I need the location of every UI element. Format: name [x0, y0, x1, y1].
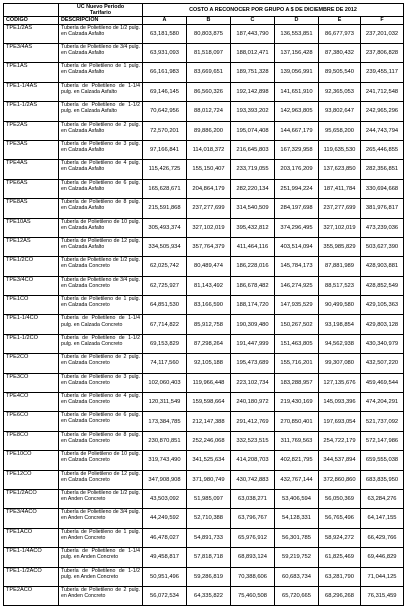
row-cost-group-f: 521,737,092 — [361, 412, 404, 431]
table-row — [4, 179, 404, 198]
row-cost-group-c: 332,523,515 — [231, 431, 275, 450]
row-cost-group-f: 428,903,881 — [361, 257, 404, 276]
row-cost-group-f: 237,806,828 — [361, 44, 404, 63]
row-cost-group-f: 282,356,851 — [361, 160, 404, 179]
table-row — [4, 237, 404, 256]
row-cost-group-f: 381,976,817 — [361, 199, 404, 218]
row-cost-group-a: 230,870,851 — [143, 431, 187, 450]
row-cost-group-c: 411,464,116 — [231, 237, 275, 256]
row-description: Tubería de Polietileno de 1/2 pulg. en Anden Concreto — [59, 489, 143, 508]
row-cost-group-b: 204,864,179 — [187, 179, 231, 198]
row-cost-group-f: 69,446,829 — [361, 548, 404, 567]
row-cost-group-a: 69,146,145 — [143, 82, 187, 101]
row-cost-group-d: 284,197,698 — [275, 199, 319, 218]
table-row — [4, 257, 404, 276]
row-code: TPE6AS — [4, 179, 59, 198]
row-cost-group-a: 72,570,201 — [143, 121, 187, 140]
row-cost-group-b: 86,560,326 — [187, 82, 231, 101]
row-cost-group-e: 94,562,938 — [319, 334, 361, 353]
row-cost-group-e: 89,505,540 — [319, 63, 361, 82]
table-row — [4, 121, 404, 140]
table-row — [4, 140, 404, 159]
header-group-e: E — [319, 17, 361, 24]
row-cost-group-e: 95,658,200 — [319, 121, 361, 140]
table-row — [4, 82, 404, 101]
row-cost-group-a: 74,117,560 — [143, 354, 187, 373]
row-cost-group-e: 56,050,369 — [319, 489, 361, 508]
row-cost-group-a: 102,060,403 — [143, 373, 187, 392]
row-description: Tubería de Polietileno de 3/4 pulg. en Calzada Concreto — [59, 276, 143, 295]
row-cost-group-b: 51,985,097 — [187, 489, 231, 508]
header-code-top — [4, 4, 59, 17]
row-cost-group-b: 59,286,819 — [187, 567, 231, 586]
row-description: Tubería de Polietileno de 1-1/2 pulg. en Calzada Concreto — [59, 334, 143, 353]
table-row — [4, 160, 404, 179]
row-cost-group-e: 372,860,860 — [319, 470, 361, 489]
row-cost-group-b: 88,012,724 — [187, 102, 231, 121]
row-cost-group-e: 327,102,019 — [319, 218, 361, 237]
row-code: TPE1-1/2ACO — [4, 567, 59, 586]
row-cost-group-f: 63,284,276 — [361, 489, 404, 508]
row-cost-group-d: 167,329,958 — [275, 140, 319, 159]
row-code: TPE2AS — [4, 121, 59, 140]
row-cost-group-d: 219,430,169 — [275, 393, 319, 412]
header-group-a: A — [143, 17, 187, 24]
table-row — [4, 431, 404, 450]
row-cost-group-c: 216,645,803 — [231, 140, 275, 159]
row-cost-group-c: 193,393,202 — [231, 102, 275, 121]
row-cost-group-a: 334,505,934 — [143, 237, 187, 256]
tariff-cost-table — [3, 3, 404, 606]
table-row — [4, 44, 404, 63]
row-cost-group-e: 86,677,973 — [319, 24, 361, 43]
row-cost-group-c: 187,443,790 — [231, 24, 275, 43]
table-row — [4, 218, 404, 237]
table-row — [4, 102, 404, 121]
row-cost-group-e: 87,380,432 — [319, 44, 361, 63]
row-code: TPE3/4ACO — [4, 509, 59, 528]
row-cost-group-a: 69,153,829 — [143, 334, 187, 353]
row-cost-group-f: 473,239,036 — [361, 218, 404, 237]
row-cost-group-e: 99,307,080 — [319, 354, 361, 373]
row-cost-group-e: 68,296,268 — [319, 586, 361, 605]
row-cost-group-c: 192,142,898 — [231, 82, 275, 101]
row-cost-group-c: 195,473,689 — [231, 354, 275, 373]
row-code: TPE1/2ACO — [4, 489, 59, 508]
row-cost-group-a: 215,591,868 — [143, 199, 187, 218]
row-cost-group-c: 70,388,606 — [231, 567, 275, 586]
row-code: TPE1ACO — [4, 528, 59, 547]
row-code: TPE1-1/2AS — [4, 102, 59, 121]
row-description: Tubería de Polietileno de 1-1/4 pulg. en Anden Concreto — [59, 548, 143, 567]
row-cost-group-e: 137,623,850 — [319, 160, 361, 179]
row-cost-group-f: 66,429,766 — [361, 528, 404, 547]
row-cost-group-e: 58,924,272 — [319, 528, 361, 547]
table-row — [4, 199, 404, 218]
row-cost-group-d: 53,406,594 — [275, 489, 319, 508]
header-group-d: D — [275, 17, 319, 24]
row-cost-group-f: 429,803,128 — [361, 315, 404, 334]
row-description: Tubería de Polietileno de 8 pulg. en Calzada Asfalto — [59, 199, 143, 218]
row-description: Tubería de Polietileno de 10 pulg. en Calzada Asfalto — [59, 218, 143, 237]
table-row — [4, 528, 404, 547]
header-row-top — [4, 4, 404, 17]
row-description: Tubería de Polietileno de 1-1/4 pulg. en Calzada Concreto — [59, 315, 143, 334]
row-description: Tubería de Polietileno de 1/2 pulg. en Calzada Concreto — [59, 257, 143, 276]
row-cost-group-f: 241,712,548 — [361, 82, 404, 101]
row-cost-group-b: 54,891,733 — [187, 528, 231, 547]
row-cost-group-e: 119,635,530 — [319, 140, 361, 159]
row-cost-group-c: 186,228,016 — [231, 257, 275, 276]
table-row — [4, 489, 404, 508]
row-cost-group-f: 76,315,459 — [361, 586, 404, 605]
row-cost-group-d: 147,935,529 — [275, 296, 319, 315]
header-group-b: B — [187, 17, 231, 24]
row-description: Tubería de Polietileno de 1-1/4 pulg. en Calzada Asfalto — [59, 82, 143, 101]
row-cost-group-a: 319,743,490 — [143, 451, 187, 470]
row-code: TPE3/4CO — [4, 276, 59, 295]
row-cost-group-b: 341,525,634 — [187, 451, 231, 470]
row-cost-group-b: 119,966,448 — [187, 373, 231, 392]
row-code: TPE1CO — [4, 296, 59, 315]
row-cost-group-d: 402,821,795 — [275, 451, 319, 470]
row-cost-group-f: 237,201,032 — [361, 24, 404, 43]
row-cost-group-b: 371,980,749 — [187, 470, 231, 489]
row-description: Tubería de Polietileno de 2 pulg. en Calzada Asfalto — [59, 121, 143, 140]
table-row — [4, 354, 404, 373]
row-cost-group-d: 56,301,785 — [275, 528, 319, 547]
row-cost-group-a: 50,951,496 — [143, 567, 187, 586]
row-cost-group-c: 223,102,734 — [231, 373, 275, 392]
row-description: Tubería de Polietileno de 1 pulg. en Anden Concreto — [59, 528, 143, 547]
row-code: TPE2ACO — [4, 586, 59, 605]
row-cost-group-a: 70,642,956 — [143, 102, 187, 121]
row-cost-group-b: 159,598,664 — [187, 393, 231, 412]
row-cost-group-b: 89,886,200 — [187, 121, 231, 140]
table-row — [4, 586, 404, 605]
row-cost-group-d: 155,716,201 — [275, 354, 319, 373]
row-cost-group-e: 63,281,790 — [319, 567, 361, 586]
row-cost-group-d: 59,219,752 — [275, 548, 319, 567]
header-group-title: COSTO A RECONOCER POR GRUPO A $ DE DICIEMBRE DE 2012 — [143, 4, 404, 17]
row-cost-group-e: 355,985,829 — [319, 237, 361, 256]
row-cost-group-c: 68,893,124 — [231, 548, 275, 567]
table-row — [4, 296, 404, 315]
row-cost-group-c: 282,220,134 — [231, 179, 275, 198]
table-row — [4, 24, 404, 43]
row-description: Tubería de Polietileno de 4 pulg. en Calzada Asfalto — [59, 160, 143, 179]
row-cost-group-b: 85,912,758 — [187, 315, 231, 334]
row-cost-group-c: 189,751,328 — [231, 63, 275, 82]
row-cost-group-f: 474,204,291 — [361, 393, 404, 412]
row-cost-group-e: 61,825,469 — [319, 548, 361, 567]
header-desc-top — [59, 4, 143, 17]
row-cost-group-d: 142,963,805 — [275, 102, 319, 121]
row-cost-group-d: 270,850,401 — [275, 412, 319, 431]
header-group-f: F — [361, 17, 404, 24]
row-code: TPE3AS — [4, 140, 59, 159]
row-cost-group-b: 237,277,699 — [187, 199, 231, 218]
row-cost-group-c: 191,447,999 — [231, 334, 275, 353]
row-cost-group-e: 197,693,054 — [319, 412, 361, 431]
row-code: TPE3/4AS — [4, 44, 59, 63]
row-cost-group-c: 63,038,271 — [231, 489, 275, 508]
row-cost-group-d: 136,553,851 — [275, 24, 319, 43]
row-cost-group-d: 144,667,179 — [275, 121, 319, 140]
row-cost-group-b: 87,298,264 — [187, 334, 231, 353]
row-description: Tubería de Polietileno de 6 pulg. en Calzada Concreto — [59, 412, 143, 431]
table-row — [4, 373, 404, 392]
row-code: TPE1-1/4CO — [4, 315, 59, 334]
row-cost-group-d: 60,683,734 — [275, 567, 319, 586]
row-cost-group-a: 63,931,093 — [143, 44, 187, 63]
row-cost-group-d: 145,784,173 — [275, 257, 319, 276]
row-cost-group-c: 190,309,480 — [231, 315, 275, 334]
tariff-table-container — [3, 3, 403, 606]
row-cost-group-b: 80,489,474 — [187, 257, 231, 276]
row-description: Tubería de Polietileno de 12 pulg. en Calzada Concreto — [59, 470, 143, 489]
row-cost-group-a: 120,311,549 — [143, 393, 187, 412]
row-cost-group-a: 62,025,742 — [143, 257, 187, 276]
table-row — [4, 63, 404, 82]
row-description: Tubería de Polietileno de 1 pulg. en Calzada Concreto — [59, 296, 143, 315]
row-description: Tubería de Polietileno de 1-1/2 pulg. en Anden Concreto — [59, 567, 143, 586]
row-cost-group-e: 187,411,784 — [319, 179, 361, 198]
row-code: TPE1-1/2CO — [4, 334, 59, 353]
row-description: Tubería de Polietileno de 6 pulg. en Calzada Asfalto — [59, 179, 143, 198]
row-cost-group-a: 67,714,822 — [143, 315, 187, 334]
row-cost-group-c: 233,719,055 — [231, 160, 275, 179]
row-cost-group-a: 165,628,671 — [143, 179, 187, 198]
row-cost-group-f: 430,340,979 — [361, 334, 404, 353]
row-code: TPE6CO — [4, 412, 59, 431]
row-cost-group-c: 291,412,769 — [231, 412, 275, 431]
table-row — [4, 412, 404, 431]
row-code: TPE10AS — [4, 218, 59, 237]
row-cost-group-e: 56,765,496 — [319, 509, 361, 528]
row-cost-group-b: 114,018,372 — [187, 140, 231, 159]
row-cost-group-e: 92,365,053 — [319, 82, 361, 101]
row-cost-group-d: 151,463,805 — [275, 334, 319, 353]
row-cost-group-a: 305,493,374 — [143, 218, 187, 237]
row-cost-group-e: 88,517,523 — [319, 276, 361, 295]
row-cost-group-f: 459,469,544 — [361, 373, 404, 392]
row-cost-group-c: 395,432,812 — [231, 218, 275, 237]
row-description: Tubería de Polietileno de 10 pulg. en Calzada Concreto — [59, 451, 143, 470]
table-row — [4, 334, 404, 353]
table-row — [4, 315, 404, 334]
table-row — [4, 393, 404, 412]
header-desc: DESCRIPCIÓN — [59, 17, 143, 24]
row-cost-group-c: 314,540,509 — [231, 199, 275, 218]
row-cost-group-e: 145,093,396 — [319, 393, 361, 412]
row-cost-group-d: 251,994,224 — [275, 179, 319, 198]
row-code: TPE4AS — [4, 160, 59, 179]
row-cost-group-b: 327,102,019 — [187, 218, 231, 237]
row-cost-group-e: 344,537,894 — [319, 451, 361, 470]
row-cost-group-d: 150,267,502 — [275, 315, 319, 334]
row-cost-group-b: 155,150,407 — [187, 160, 231, 179]
header-desc-line1: UC Nuevo Periodo — [76, 4, 125, 10]
row-cost-group-e: 93,802,647 — [319, 102, 361, 121]
row-description: Tubería de Polietileno de 3/4 pulg. en Anden Concreto — [59, 509, 143, 528]
row-cost-group-d: 137,156,428 — [275, 44, 319, 63]
row-cost-group-f: 683,835,950 — [361, 470, 404, 489]
row-code: TPE8AS — [4, 199, 59, 218]
table-row — [4, 567, 404, 586]
row-code: TPE2CO — [4, 354, 59, 373]
row-cost-group-b: 83,166,590 — [187, 296, 231, 315]
row-cost-group-d: 139,056,991 — [275, 63, 319, 82]
row-cost-group-f: 659,555,038 — [361, 451, 404, 470]
row-cost-group-e: 90,499,580 — [319, 296, 361, 315]
row-cost-group-f: 572,147,986 — [361, 431, 404, 450]
row-cost-group-e: 127,135,676 — [319, 373, 361, 392]
row-cost-group-d: 432,767,144 — [275, 470, 319, 489]
row-description: Tubería de Polietileno de 8 pulg. en Calzada Concreto — [59, 431, 143, 450]
table-row — [4, 451, 404, 470]
row-cost-group-f: 265,446,855 — [361, 140, 404, 159]
row-description: Tubería de Polietileno de 3/4 pulg. en Calzada Asfalto — [59, 44, 143, 63]
row-cost-group-d: 311,769,563 — [275, 431, 319, 450]
header-code: CODIGO — [4, 17, 59, 24]
row-cost-group-d: 54,128,331 — [275, 509, 319, 528]
row-cost-group-b: 83,669,651 — [187, 63, 231, 82]
row-cost-group-a: 347,908,908 — [143, 470, 187, 489]
table-row — [4, 509, 404, 528]
row-description: Tubería de Polietileno de 1 pulg. en Calzada Asfalto — [59, 63, 143, 82]
row-cost-group-c: 75,460,508 — [231, 586, 275, 605]
row-cost-group-b: 64,335,822 — [187, 586, 231, 605]
row-code: TPE10CO — [4, 451, 59, 470]
row-cost-group-d: 203,176,209 — [275, 160, 319, 179]
row-code: TPE1AS — [4, 63, 59, 82]
row-cost-group-a: 49,458,817 — [143, 548, 187, 567]
table-body — [4, 24, 404, 606]
row-cost-group-f: 71,044,125 — [361, 567, 404, 586]
row-description: Tubería de Polietileno de 2 pulg. en Anden Concreto — [59, 586, 143, 605]
row-cost-group-c: 188,174,720 — [231, 296, 275, 315]
row-description: Tubería de Polietileno de 4 pulg. en Calzada Concreto — [59, 393, 143, 412]
row-cost-group-d: 374,296,495 — [275, 218, 319, 237]
row-cost-group-f: 330,694,668 — [361, 179, 404, 198]
row-description: Tubería de Polietileno de 3 pulg. en Calzada Asfalto — [59, 140, 143, 159]
row-cost-group-f: 239,455,117 — [361, 63, 404, 82]
row-cost-group-e: 93,198,854 — [319, 315, 361, 334]
row-code: TPE3CO — [4, 373, 59, 392]
row-description: Tubería de Polietileno de 12 pulg. en Calzada Asfalto — [59, 237, 143, 256]
row-cost-group-f: 432,507,220 — [361, 354, 404, 373]
row-cost-group-b: 212,147,388 — [187, 412, 231, 431]
row-description: Tubería de Polietileno de 3 pulg. en Calzada Concreto — [59, 373, 143, 392]
table-row — [4, 276, 404, 295]
row-cost-group-a: 173,384,785 — [143, 412, 187, 431]
row-description: Tubería de Polietileno de 1/2 pulg. en Calzada Asfalto — [59, 24, 143, 43]
row-cost-group-b: 92,105,188 — [187, 354, 231, 373]
row-cost-group-b: 81,518,097 — [187, 44, 231, 63]
row-cost-group-a: 115,426,725 — [143, 160, 187, 179]
row-cost-group-f: 503,627,390 — [361, 237, 404, 256]
row-cost-group-c: 240,180,972 — [231, 393, 275, 412]
row-cost-group-b: 80,803,875 — [187, 24, 231, 43]
row-cost-group-c: 186,678,482 — [231, 276, 275, 295]
row-code: TPE1/2CO — [4, 257, 59, 276]
row-cost-group-c: 188,012,471 — [231, 44, 275, 63]
row-cost-group-d: 65,720,665 — [275, 586, 319, 605]
row-cost-group-f: 429,105,363 — [361, 296, 404, 315]
row-cost-group-c: 195,074,408 — [231, 121, 275, 140]
row-cost-group-b: 81,143,492 — [187, 276, 231, 295]
header-desc-line2: Tarifario — [89, 10, 112, 17]
row-code: TPE12CO — [4, 470, 59, 489]
row-code: TPE12AS — [4, 237, 59, 256]
row-code: TPE4CO — [4, 393, 59, 412]
row-cost-group-a: 63,181,580 — [143, 24, 187, 43]
row-cost-group-a: 64,851,530 — [143, 296, 187, 315]
header-group-c: C — [231, 17, 275, 24]
row-code: TPE8CO — [4, 431, 59, 450]
row-cost-group-e: 237,277,699 — [319, 199, 361, 218]
row-cost-group-b: 252,246,068 — [187, 431, 231, 450]
row-cost-group-b: 52,710,388 — [187, 509, 231, 528]
row-cost-group-d: 141,651,910 — [275, 82, 319, 101]
row-cost-group-a: 97,166,841 — [143, 140, 187, 159]
row-cost-group-a: 56,072,534 — [143, 586, 187, 605]
table-row — [4, 548, 404, 567]
row-cost-group-f: 64,147,155 — [361, 509, 404, 528]
row-cost-group-d: 146,274,925 — [275, 276, 319, 295]
row-code: TPE1-1/4AS — [4, 82, 59, 101]
row-cost-group-a: 44,249,592 — [143, 509, 187, 528]
table-row — [4, 470, 404, 489]
row-cost-group-f: 242,965,296 — [361, 102, 404, 121]
row-cost-group-d: 183,288,957 — [275, 373, 319, 392]
row-cost-group-f: 244,743,794 — [361, 121, 404, 140]
row-code: TPE1/2AS — [4, 24, 59, 43]
row-description: Tubería de Polietileno de 2 pulg. en Calzada Concreto — [59, 354, 143, 373]
row-cost-group-d: 403,514,094 — [275, 237, 319, 256]
row-cost-group-a: 43,503,092 — [143, 489, 187, 508]
row-cost-group-e: 254,722,179 — [319, 431, 361, 450]
row-cost-group-f: 428,852,549 — [361, 276, 404, 295]
row-cost-group-b: 357,764,379 — [187, 237, 231, 256]
row-cost-group-b: 57,818,718 — [187, 548, 231, 567]
row-cost-group-e: 87,881,989 — [319, 257, 361, 276]
row-cost-group-c: 63,796,767 — [231, 509, 275, 528]
row-cost-group-a: 46,478,027 — [143, 528, 187, 547]
row-cost-group-a: 66,161,983 — [143, 63, 187, 82]
row-description: Tubería de Polietileno de 1-1/2 pulg. en Calzada Asfalto — [59, 102, 143, 121]
row-cost-group-c: 65,976,912 — [231, 528, 275, 547]
row-code: TPE1-1/4ACO — [4, 548, 59, 567]
row-cost-group-c: 414,208,703 — [231, 451, 275, 470]
header-row-bottom — [4, 17, 404, 24]
row-cost-group-c: 430,742,883 — [231, 470, 275, 489]
row-cost-group-a: 62,725,927 — [143, 276, 187, 295]
